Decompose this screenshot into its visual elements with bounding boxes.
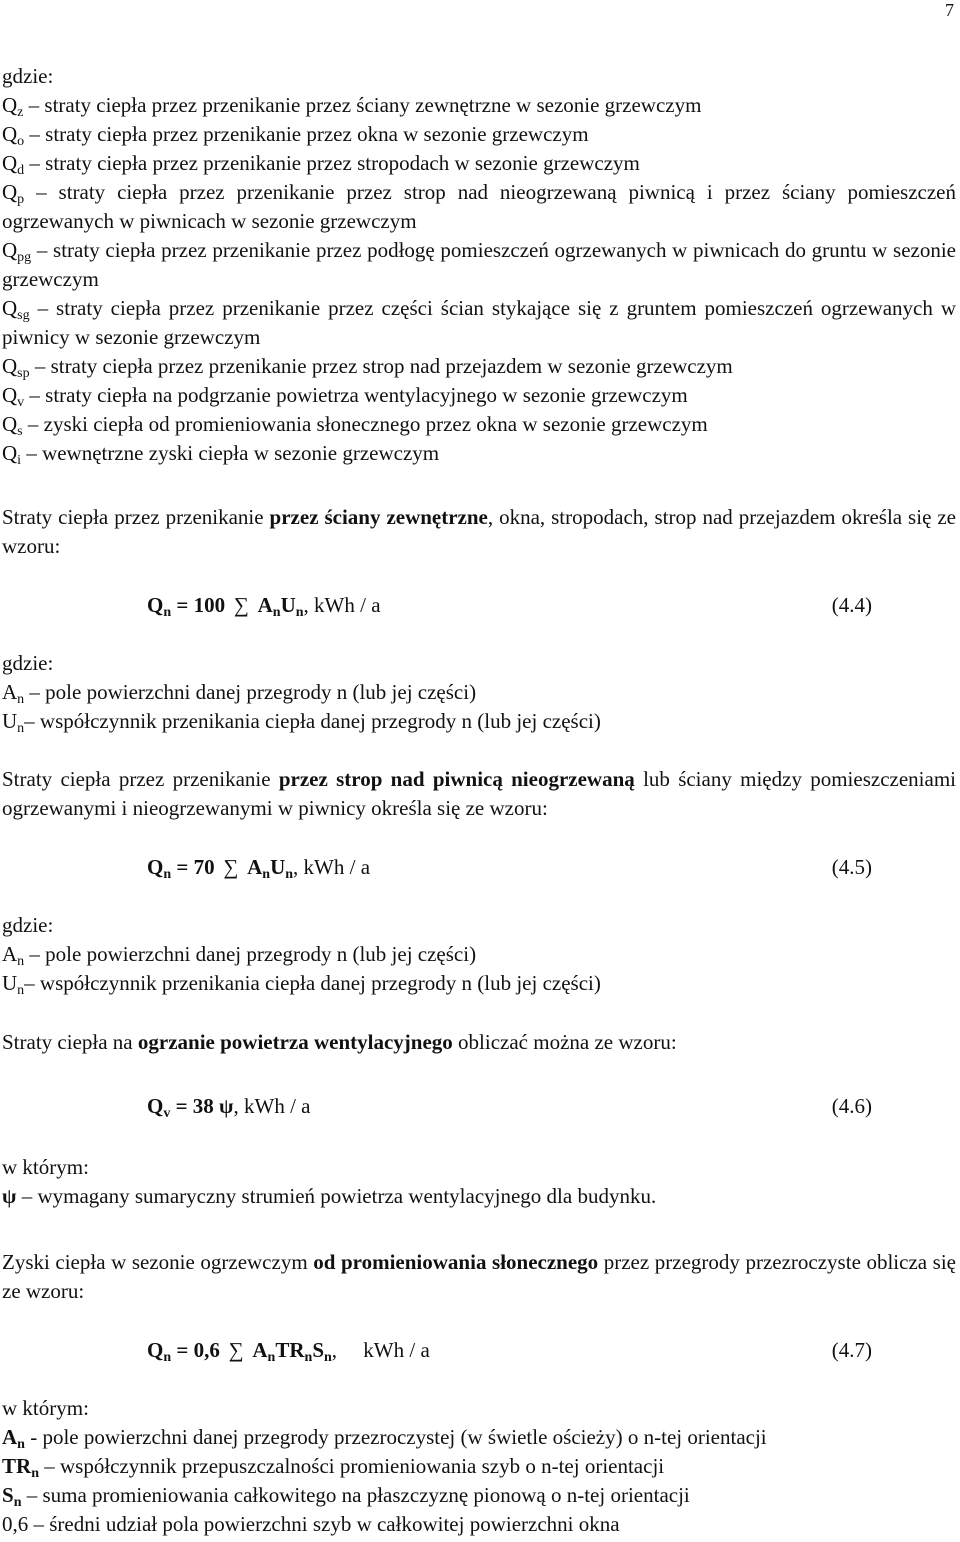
def-qz: $Q_z$ – straty ciepła przez przenikanie przez ściany zewnętrzne w sezonie grzewczym	[2, 93, 702, 120]
formula-4-6: $Q_v = 38$ ψ, kWh / a (4.6)	[147, 1094, 872, 1121]
formula-4-7: $Q_n = 0,6$ ∑ $A_nTR_nS_n$, kWh / a (4.7)	[147, 1338, 872, 1365]
formula-4-4: $Q_n = 100$ ∑ $A_nU_n$, kWh / a (4.4)	[147, 593, 872, 620]
paragraph-ventilation: Straty ciepła na ogrzanie powietrza wentylacyjnego obliczać można ze wzoru:	[2, 1030, 677, 1054]
def-qi: $Q_i$ – wewnętrzne zyski ciepła w sezonie grzewczym	[2, 441, 440, 468]
def-qo: $Q_o$ – straty ciepła przez przenikanie przez okna w sezonie grzewczym	[2, 122, 589, 149]
sum-sign-icon: ∑	[228, 1338, 244, 1362]
def-06: 0,6 – średni udział pola powierzchni szyb w całkowitej powierzchni okna	[2, 1512, 620, 1536]
def-qsg: $Q_{sg}$ – straty ciepła przez przenikanie przez części ścian stykające się z gruntem pomieszczeń ogrzewanych w piwnicy w sezonie grzewczym	[2, 296, 956, 349]
definitions-4-5	[2, 911, 956, 998]
def-qp: $Q_p$ – straty ciepła przez przenikanie przez strop nad nieogrzewaną piwnicą i przez ściany pomieszczeń ogrzewanych w piwnicach w sezonie grzewczym	[2, 180, 956, 233]
def-an: $A_n$ – pole powierzchni danej przegrody n (lub jej części)	[2, 680, 477, 707]
definitions-4-4	[2, 649, 956, 736]
w-ktorym-label: w którym:	[2, 1396, 89, 1420]
def-qpg: $Q_{pg}$ – straty ciepła przez przenikanie przez podłogę pomieszczeń ogrzewanych w piwnicach do gruntu w sezonie grzewczym	[2, 238, 956, 291]
paragraph-solar: Zyski ciepła w sezonie ogrzewczym od promieniowania słonecznego przez przegrody przezroczyste oblicza się ze wzoru:	[2, 1250, 956, 1303]
def-psi: ψ – wymagany sumaryczny strumień powietrza wentylacyjnego dla budynku.	[2, 1184, 657, 1208]
def-qs: $Q_s$ – zyski ciepła od promieniowania słonecznego przez okna w sezonie grzewczym	[2, 412, 708, 439]
paragraph-basement: Straty ciepła przez przenikanie przez strop nad piwnicą nieogrzewaną lub ściany między pomieszczeniami ogrzewanymi i nieogrzewanymi w piwnicy określa się ze wzoru:	[2, 767, 956, 820]
symbol-definitions	[2, 62, 956, 468]
equation-number: (4.5)	[831, 855, 872, 879]
sum-sign-icon: ∑	[233, 593, 249, 617]
gdzie-label: gdzie:	[2, 913, 54, 937]
paragraph-walls: Straty ciepła przez przenikanie przez ściany zewnętrzne, okna, stropodach, strop nad przejazdem określa się ze wzoru:	[2, 505, 956, 558]
equation-number: (4.6)	[831, 1094, 872, 1118]
equation-number: (4.7)	[831, 1338, 872, 1362]
def-an: $A_n$ – pole powierzchni danej przegrody n (lub jej części)	[2, 942, 477, 969]
page-number: 7	[945, 0, 954, 20]
sum-sign-icon: ∑	[223, 855, 239, 879]
def-un: $U_n-$ współczynnik przenikania ciepła danej przegrody n (lub jej części)	[2, 709, 601, 736]
def-trn: $TR_n$ – współczynnik przepuszczalności promieniowania szyb o n-tej orientacji	[2, 1454, 665, 1481]
definitions-4-7	[2, 1394, 956, 1539]
gdzie-label: gdzie:	[2, 651, 54, 675]
definitions-4-6	[2, 1153, 956, 1211]
gdzie-label: gdzie:	[2, 64, 54, 88]
equation-number: (4.4)	[831, 593, 872, 617]
def-un: $U_n-$ współczynnik przenikania ciepła danej przegrody n (lub jej części)	[2, 971, 601, 998]
def-qd: $Q_d$ – straty ciepła przez przenikanie przez stropodach w sezonie grzewczym	[2, 151, 640, 178]
def-qsp: $Q_{sp}$ – straty ciepła przez przenikanie przez strop nad przejazdem w sezonie grzewczym	[2, 354, 733, 381]
def-an-solar: $A_n$ - pole powierzchni danej przegrody przezroczystej (w świetle ościeży) o n-tej orientacji	[2, 1425, 767, 1452]
def-sn: $S_n$ – suma promieniowania całkowitego na płaszczyznę pionową o n-tej orientacji	[2, 1483, 690, 1510]
formula-4-5: $Q_n = 70$ ∑ $A_nU_n$, kWh / a (4.5)	[147, 855, 872, 882]
w-ktorym-label: w którym:	[2, 1155, 89, 1179]
def-qv: $Q_v$ – straty ciepła na podgrzanie powietrza wentylacyjnego w sezonie grzewczym	[2, 383, 688, 410]
